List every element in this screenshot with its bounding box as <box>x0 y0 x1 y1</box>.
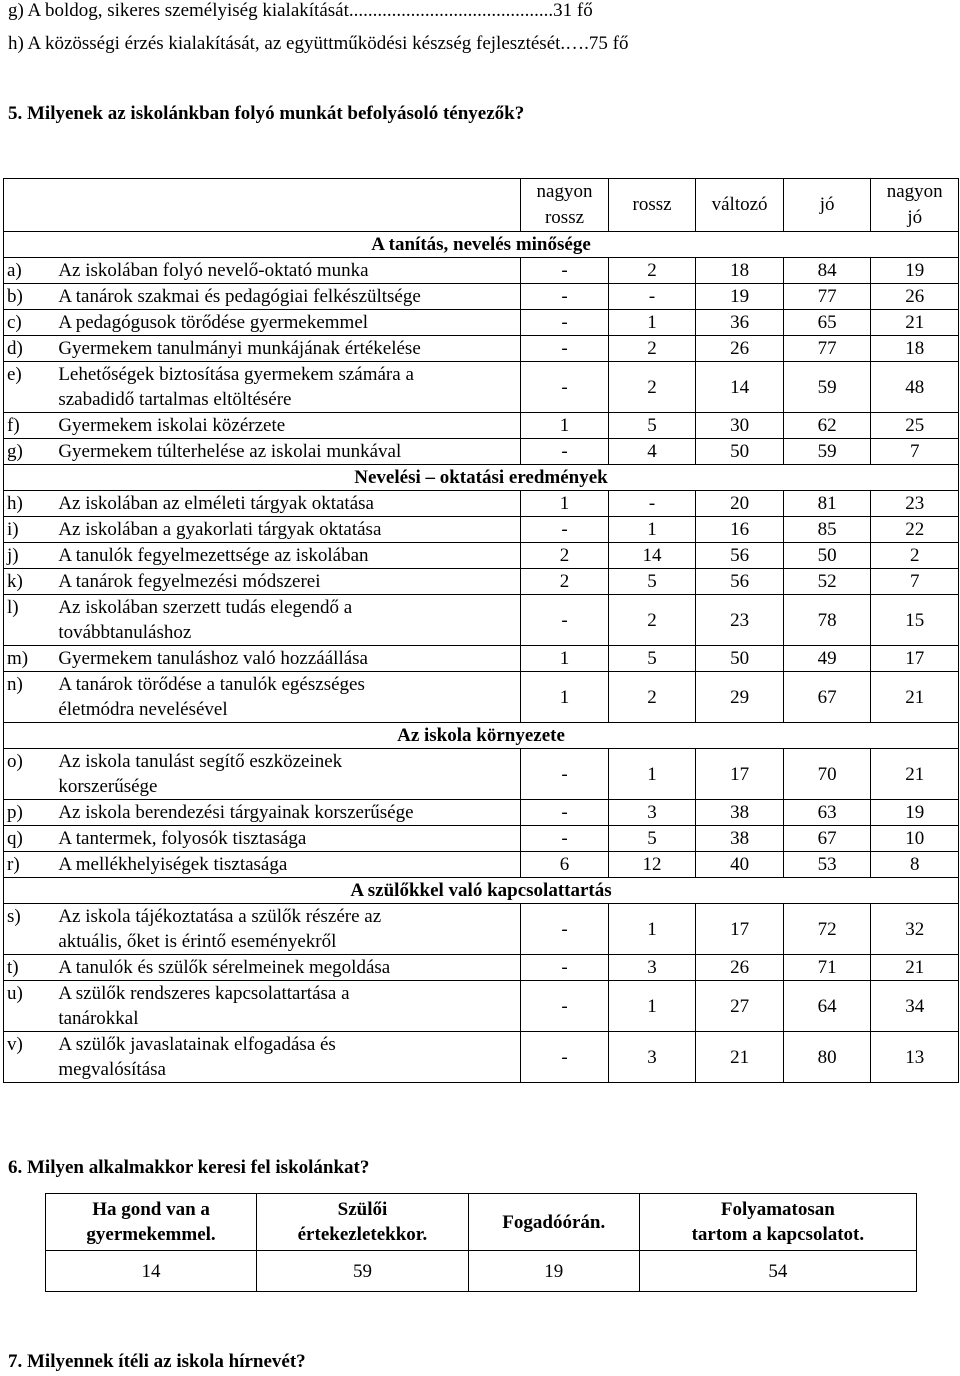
row-value: 17 <box>696 749 784 800</box>
row-label: b) <box>4 284 56 310</box>
row-text-line-2: megvalósítása <box>58 1059 166 1080</box>
table-row <box>4 569 959 595</box>
row-value: - <box>521 904 609 955</box>
table-row <box>4 800 959 826</box>
row-value: 21 <box>871 749 959 800</box>
header-empty-cell <box>4 179 521 232</box>
row-label: r) <box>4 852 56 878</box>
table-row <box>4 981 959 1032</box>
row-value: 40 <box>696 852 784 878</box>
occasion-header <box>46 1194 257 1251</box>
row-label: h) <box>4 491 56 517</box>
row-text <box>55 749 520 800</box>
row-text-line-1: A tanulók és szülők sérelmeinek megoldása <box>58 957 391 978</box>
row-value: 38 <box>696 800 784 826</box>
column-header-line-1: nagyon <box>536 181 593 202</box>
occasion-value: 59 <box>257 1251 469 1292</box>
row-text-line-2: tanárokkal <box>58 1008 139 1029</box>
row-value: 62 <box>783 413 871 439</box>
row-value: 2 <box>521 543 609 569</box>
row-text-line-1: Az iskolában szerzett tudás elegendő a <box>58 597 353 618</box>
column-header-line-2: jó <box>907 207 923 228</box>
row-value: 32 <box>871 904 959 955</box>
row-value: 17 <box>696 904 784 955</box>
occasion-value: 14 <box>46 1251 257 1292</box>
row-text <box>55 491 520 517</box>
row-value: 2 <box>608 595 696 646</box>
row-value: 19 <box>696 284 784 310</box>
row-value: - <box>521 595 609 646</box>
row-value: 85 <box>783 517 871 543</box>
row-text-line-1: A tanulók fegyelmezettsége az iskolában <box>58 545 369 566</box>
row-value: 78 <box>783 595 871 646</box>
occasion-header-line-1: Folyamatosan <box>720 1199 835 1220</box>
row-value: 77 <box>783 284 871 310</box>
section-row <box>4 878 959 904</box>
row-value: 7 <box>871 439 959 465</box>
table-row <box>4 826 959 852</box>
row-text-line-2: továbbtanuláshoz <box>58 622 192 643</box>
row-text-line-1: Lehetőségek biztosítása gyermekem számára a <box>58 364 414 385</box>
row-value: 64 <box>783 981 871 1032</box>
column-header <box>783 179 871 232</box>
row-text <box>55 672 520 723</box>
row-value: 14 <box>696 362 784 413</box>
row-value: 2 <box>608 362 696 413</box>
occasion-header <box>468 1194 639 1251</box>
column-header <box>608 179 696 232</box>
row-value: 21 <box>696 1032 784 1083</box>
row-text-line-1: Az iskolában a gyakorlati tárgyak oktatása <box>58 519 382 540</box>
row-value: 50 <box>696 439 784 465</box>
row-label: g) <box>4 439 56 465</box>
row-value: 23 <box>871 491 959 517</box>
row-label: f) <box>4 413 56 439</box>
row-value: 2 <box>608 258 696 284</box>
row-value: 59 <box>783 362 871 413</box>
table-row <box>4 749 959 800</box>
row-value: 26 <box>696 955 784 981</box>
row-value: 25 <box>871 413 959 439</box>
row-value: 2 <box>521 569 609 595</box>
row-value: 10 <box>871 826 959 852</box>
row-value: 26 <box>696 336 784 362</box>
column-header-line-1: nagyon <box>886 181 943 202</box>
row-text-line-1: A tanárok törődése a tanulók egészséges <box>58 674 365 695</box>
column-header-line-1: változó <box>711 194 768 215</box>
occasion-header-line-2: értekezletekkor. <box>297 1224 428 1245</box>
table-row <box>4 672 959 723</box>
row-text <box>55 517 520 543</box>
row-text <box>55 413 520 439</box>
row-text-line-2: életmódra nevelésével <box>58 699 228 720</box>
row-text-line-2: korszerűsége <box>58 776 158 797</box>
row-value: 65 <box>783 310 871 336</box>
row-value: 3 <box>608 800 696 826</box>
row-label: c) <box>4 310 56 336</box>
section-title: Az iskola környezete <box>4 723 959 749</box>
row-text-line-1: A szülők javaslatainak elfogadása és <box>58 1034 336 1055</box>
table-row <box>4 543 959 569</box>
row-value: 1 <box>521 646 609 672</box>
row-value: 56 <box>696 543 784 569</box>
row-value: - <box>521 981 609 1032</box>
section-row <box>4 232 959 258</box>
row-value: 18 <box>696 258 784 284</box>
row-value: 21 <box>871 672 959 723</box>
row-text-line-2: szabadidő tartalmas eltöltésére <box>58 389 292 410</box>
line-g: g) A boldog, sikeres személyiség kialakítását...........................................31 fő <box>8 0 593 21</box>
row-value: 8 <box>871 852 959 878</box>
row-value: - <box>521 517 609 543</box>
row-value: 7 <box>871 569 959 595</box>
occasion-header-line-2: tartom a kapcsolatot. <box>691 1224 865 1245</box>
row-value: 63 <box>783 800 871 826</box>
row-value: 36 <box>696 310 784 336</box>
row-value: 15 <box>871 595 959 646</box>
row-value: 50 <box>783 543 871 569</box>
row-value: 80 <box>783 1032 871 1083</box>
row-value: 12 <box>608 852 696 878</box>
row-value: 1 <box>608 749 696 800</box>
row-text <box>55 310 520 336</box>
row-value: 27 <box>696 981 784 1032</box>
row-value: 14 <box>608 543 696 569</box>
row-label: p) <box>4 800 56 826</box>
row-text-line-1: Az iskolában az elméleti tárgyak oktatása <box>58 493 374 514</box>
row-label: m) <box>4 646 56 672</box>
row-text <box>55 439 520 465</box>
row-text <box>55 1032 520 1083</box>
row-value: - <box>521 439 609 465</box>
column-header-line-2: rossz <box>544 207 585 228</box>
row-value: - <box>521 826 609 852</box>
occasion-header <box>257 1194 469 1251</box>
row-value: 56 <box>696 569 784 595</box>
row-text-line-1: A tanárok szakmai és pedagógiai felkészültsége <box>58 286 421 307</box>
row-value: 1 <box>608 981 696 1032</box>
row-text <box>55 595 520 646</box>
row-value: 49 <box>783 646 871 672</box>
row-text <box>55 336 520 362</box>
row-label: v) <box>4 1032 56 1083</box>
row-value: 19 <box>871 800 959 826</box>
row-text <box>55 955 520 981</box>
row-value: 67 <box>783 672 871 723</box>
row-value: 34 <box>871 981 959 1032</box>
row-value: - <box>521 336 609 362</box>
row-value: 5 <box>608 413 696 439</box>
row-label: o) <box>4 749 56 800</box>
line-h: h) A közösségi érzés kialakítását, az együttműködési készség fejlesztését.….75 fő <box>8 33 629 54</box>
row-label: s) <box>4 904 56 955</box>
row-value: 77 <box>783 336 871 362</box>
row-text <box>55 826 520 852</box>
table-header-row <box>4 179 959 232</box>
row-text-line-1: Az iskola tanulást segítő eszközeinek <box>58 751 343 772</box>
row-text <box>55 284 520 310</box>
row-value: 21 <box>871 955 959 981</box>
row-text-line-1: A tantermek, folyosók tisztasága <box>58 828 307 849</box>
row-label: i) <box>4 517 56 543</box>
row-value: 81 <box>783 491 871 517</box>
section-row <box>4 465 959 491</box>
row-value: 1 <box>521 413 609 439</box>
row-value: 52 <box>783 569 871 595</box>
row-text-line-2: aktuális, őket is érintő eseményekről <box>58 931 337 952</box>
row-label: l) <box>4 595 56 646</box>
row-value: - <box>521 800 609 826</box>
row-text <box>55 904 520 955</box>
row-value: - <box>608 491 696 517</box>
occasion-header-line-1: Ha gond van a <box>92 1199 210 1220</box>
row-value: 1 <box>521 672 609 723</box>
row-value: - <box>521 258 609 284</box>
row-value: - <box>521 310 609 336</box>
row-label: d) <box>4 336 56 362</box>
occasion-header-line-1: Szülői <box>337 1199 388 1220</box>
row-text <box>55 569 520 595</box>
row-label: a) <box>4 258 56 284</box>
row-value: 53 <box>783 852 871 878</box>
row-value: 50 <box>696 646 784 672</box>
row-text-line-1: Az iskolában folyó nevelő-oktató munka <box>58 260 369 281</box>
row-value: 18 <box>871 336 959 362</box>
row-label: u) <box>4 981 56 1032</box>
table-row <box>4 852 959 878</box>
table-row <box>4 284 959 310</box>
row-label: k) <box>4 569 56 595</box>
row-value: 6 <box>521 852 609 878</box>
row-value: 19 <box>871 258 959 284</box>
row-value: 67 <box>783 826 871 852</box>
table-row <box>4 646 959 672</box>
row-text <box>55 362 520 413</box>
row-text-line-1: A tanárok fegyelmezési módszerei <box>58 571 321 592</box>
row-value: 1 <box>608 904 696 955</box>
satisfaction-table <box>3 178 959 1083</box>
row-text-line-1: Gyermekem iskolai közérzete <box>58 415 286 436</box>
table-row <box>4 310 959 336</box>
row-value: 59 <box>783 439 871 465</box>
row-text <box>55 852 520 878</box>
row-value: 2 <box>608 336 696 362</box>
row-value: 2 <box>608 672 696 723</box>
row-text-line-1: Az iskola berendezési tárgyainak korszerűsége <box>58 802 414 823</box>
section-row <box>4 723 959 749</box>
row-value: 1 <box>521 491 609 517</box>
question-6-title: 6. Milyen alkalmakkor keresi fel iskolánkat? <box>8 1157 370 1178</box>
table-row <box>4 413 959 439</box>
row-text-line-1: Gyermekem tanulmányi munkájának értékelése <box>58 338 421 359</box>
row-value: 72 <box>783 904 871 955</box>
row-value: - <box>521 1032 609 1083</box>
row-value: - <box>521 362 609 413</box>
row-text <box>55 543 520 569</box>
row-value: 22 <box>871 517 959 543</box>
row-value: 70 <box>783 749 871 800</box>
row-label: n) <box>4 672 56 723</box>
question-7-title: 7. Milyennek ítéli az iskola hírnevét? <box>8 1351 306 1372</box>
row-value: 5 <box>608 826 696 852</box>
occasion-value: 19 <box>468 1251 639 1292</box>
row-value: 26 <box>871 284 959 310</box>
row-value: 2 <box>871 543 959 569</box>
column-header-line-1: rossz <box>632 194 672 215</box>
row-value: 84 <box>783 258 871 284</box>
row-value: 3 <box>608 1032 696 1083</box>
table-row <box>4 258 959 284</box>
table-row <box>4 1032 959 1083</box>
section-title: A tanítás, nevelés minősége <box>4 232 959 258</box>
column-header <box>696 179 784 232</box>
table-row <box>4 491 959 517</box>
row-value: 30 <box>696 413 784 439</box>
row-label: j) <box>4 543 56 569</box>
row-value: 5 <box>608 646 696 672</box>
occasion-header-line-1: Fogadóórán. <box>502 1211 606 1233</box>
row-value: 71 <box>783 955 871 981</box>
row-value: - <box>521 955 609 981</box>
table-row <box>4 336 959 362</box>
occasion-value: 54 <box>639 1251 916 1292</box>
table-row <box>4 362 959 413</box>
occasion-header-line-2: gyermekemmel. <box>86 1224 216 1245</box>
row-text-line-1: Gyermekem tanuláshoz való hozzáállása <box>58 648 368 669</box>
column-header-line-1: jó <box>819 194 835 215</box>
row-value: 23 <box>696 595 784 646</box>
row-value: 20 <box>696 491 784 517</box>
table-row <box>4 517 959 543</box>
row-value: 1 <box>608 310 696 336</box>
row-text-line-1: Gyermekem túlterhelése az iskolai munkával <box>58 441 402 462</box>
row-value: 17 <box>871 646 959 672</box>
row-label: e) <box>4 362 56 413</box>
table-row <box>4 904 959 955</box>
row-text <box>55 800 520 826</box>
row-value: 48 <box>871 362 959 413</box>
row-text-line-1: A pedagógusok törődése gyermekemmel <box>58 312 369 333</box>
row-value: 16 <box>696 517 784 543</box>
occasion-header <box>639 1194 916 1251</box>
row-value: 3 <box>608 955 696 981</box>
row-text-line-1: A mellékhelyiségek tisztasága <box>58 854 288 875</box>
row-value: 4 <box>608 439 696 465</box>
row-value: 1 <box>608 517 696 543</box>
row-text <box>55 981 520 1032</box>
row-label: t) <box>4 955 56 981</box>
section-title: A szülőkkel való kapcsolattartás <box>4 878 959 904</box>
question-5-title: 5. Milyenek az iskolánkban folyó munkát befolyásoló tényezők? <box>8 103 525 124</box>
row-value: 21 <box>871 310 959 336</box>
row-value: 29 <box>696 672 784 723</box>
row-text <box>55 258 520 284</box>
row-label: q) <box>4 826 56 852</box>
row-value: - <box>608 284 696 310</box>
table-row <box>4 439 959 465</box>
row-value: - <box>521 749 609 800</box>
table-row <box>4 955 959 981</box>
visit-occasions-table <box>45 1193 917 1292</box>
row-text <box>55 646 520 672</box>
column-header <box>521 179 609 232</box>
row-value: 5 <box>608 569 696 595</box>
row-text-line-1: Az iskola tájékoztatása a szülők részére az <box>58 906 382 927</box>
row-value: - <box>521 284 609 310</box>
row-value: 13 <box>871 1032 959 1083</box>
table-row <box>4 595 959 646</box>
column-header <box>871 179 959 232</box>
row-value: 38 <box>696 826 784 852</box>
row-text-line-1: A szülők rendszeres kapcsolattartása a <box>58 983 350 1004</box>
section-title: Nevelési – oktatási eredmények <box>4 465 959 491</box>
